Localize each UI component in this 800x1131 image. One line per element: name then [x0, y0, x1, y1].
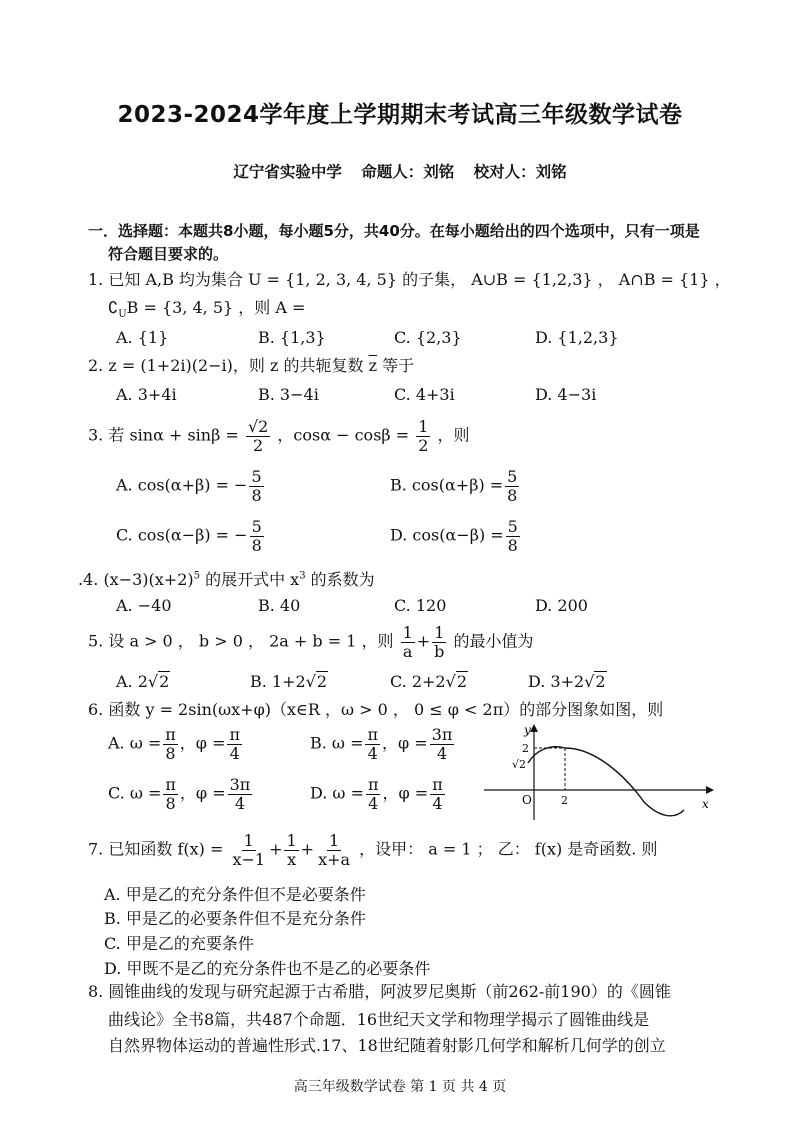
q3-option-d	[390, 518, 522, 554]
q2-option-b: B. 3−4i	[258, 385, 319, 404]
q5-option-b: B. 1+2√2	[250, 672, 328, 691]
q6-a-omega: A. ω =	[108, 733, 162, 753]
q3-c-frac	[250, 518, 264, 554]
q3-b-den: 8	[507, 485, 518, 505]
q3-d-num: 5	[507, 517, 518, 536]
q8-line2: 曲线论》全书8篇，共487个命题．16世纪天文学和物理学揭示了圆锥曲线是	[108, 1010, 650, 1029]
q4-exp3: 3	[299, 570, 306, 582]
q3-option-d-text: D. cos(α−β) =	[390, 525, 504, 545]
q6-a-phi-frac	[227, 726, 242, 762]
q6-b-w-num: π	[367, 725, 378, 744]
q5-plus: +	[416, 631, 431, 651]
q2-stem-tail: 等于	[382, 356, 415, 375]
q6-a-omega-frac	[163, 726, 178, 762]
q5-c-radicand: 2	[456, 672, 467, 691]
q3-stem-tail: ，则	[437, 425, 470, 445]
page-subtitle: 辽宁省实验中学 命题人：刘铭 校对人：刘铭	[233, 163, 567, 181]
q4-exp5: 5	[193, 570, 200, 582]
q6-d-phi-frac	[430, 776, 445, 812]
q4-option-a: A. −40	[116, 596, 172, 615]
q6-c-phi-frac	[228, 776, 253, 812]
q8-line1: 8. 圆锥曲线的发现与研究起源于古希腊，阿波罗尼奥斯（前262-前190）的《圆锥	[88, 982, 671, 1001]
q3-a-den: 8	[251, 485, 262, 505]
complement-subscript: U	[118, 309, 127, 321]
q5-d-radicand: 2	[595, 672, 606, 691]
q6-b-w-den: 4	[367, 743, 378, 763]
q1-option-c: C. {2,3}	[394, 328, 462, 347]
q4-stem-mid: 的展开式中 x	[200, 570, 300, 589]
q7-f1-num: 1	[243, 831, 254, 850]
q3-f2-num: 1	[418, 417, 429, 436]
q7-option-d: D. 甲既不是乙的充分条件也不是乙的必要条件	[104, 959, 431, 978]
q3-stem-pre: 3. 若 sinα + sinβ =	[88, 425, 239, 445]
q6-option-d	[310, 776, 447, 812]
q5-option-c: C. 2+2√2	[390, 672, 467, 691]
graph-sine-curve	[528, 747, 684, 816]
q3-f2-den: 2	[418, 435, 429, 455]
q7-stem-pre: 7. 已知函数 f(x) =	[88, 839, 224, 859]
q3-d-frac	[506, 518, 520, 554]
q2-option-d: D. 4−3i	[535, 385, 597, 404]
q6-d-w-num: π	[367, 775, 379, 794]
q6-b-p-den: 4	[436, 743, 448, 763]
q5-b-radicand: 2	[316, 672, 328, 691]
q4-option-d: D. 200	[535, 596, 588, 615]
complement-symbol: ∁	[108, 298, 119, 317]
q2-stem	[88, 356, 414, 375]
q1-stem-line2-text: B = {3, 4, 5} ，则 A =	[126, 298, 306, 317]
q6-a-w-den: 8	[165, 743, 176, 763]
q3-option-c-text: C. cos(α−β) = −	[116, 525, 248, 545]
q4-stem-tail: 的系数为	[305, 570, 375, 589]
q3-b-frac	[505, 468, 519, 504]
q5-fb-den: b	[434, 641, 445, 661]
q2-zbar: $\overline{z}$	[368, 356, 378, 375]
q3-option-b	[390, 468, 521, 504]
q2-option-c: C. 4+3i	[394, 385, 455, 404]
page-title: 2023-2024学年度上学期期末考试高三年级数学试卷	[117, 102, 683, 128]
q6-a-p-den: 4	[229, 743, 240, 763]
q3-f1-den: 2	[253, 435, 264, 455]
q5-stem-tail: 的最小值为	[453, 631, 534, 651]
q7-f3-den: x+a	[318, 849, 351, 869]
q7-stem	[88, 832, 657, 868]
q5-option-a-text: A. 2	[116, 672, 148, 691]
q5-option-a: A. 2√2	[116, 672, 170, 691]
q6-d-p-den: 4	[432, 793, 443, 813]
q3-d-den: 8	[507, 535, 518, 555]
graph-y-label: y	[524, 723, 531, 737]
q5-fb-num: 1	[434, 623, 445, 642]
q7-option-a: A. 甲是乙的充分条件但不是必要条件	[104, 885, 366, 904]
q7-frac-1	[230, 832, 267, 868]
q3-option-b-text: B. cos(α+β) =	[390, 475, 504, 495]
q2-option-a: A. 3+4i	[116, 385, 177, 404]
q5-fa-num: 1	[402, 623, 413, 642]
q5-option-d: D. 3+2√2	[528, 672, 606, 691]
q5-stem-pre: 5. 设 a > 0 ， b > 0 ， 2a + b = 1 ，则	[88, 631, 394, 651]
page-footer: 高三年级数学试卷 第 1 页 共 4 页	[293, 1079, 507, 1095]
q2-stem-text: 2. z = (1+2i)(2−i)，则 z 的共轭复数	[88, 356, 364, 375]
q5-option-d-text: D. 3+2	[528, 672, 585, 691]
q6-a-w-num: π	[165, 725, 176, 744]
q6-d-p-num: π	[432, 775, 443, 794]
q5-option-c-text: C. 2+2	[390, 672, 446, 691]
q6-b-omega: B. ω =	[310, 733, 364, 753]
q6-b-p-num: 3π	[431, 725, 453, 744]
q3-option-c	[116, 518, 266, 554]
q7-option-b: B. 甲是乙的必要条件但不是充分条件	[104, 909, 366, 928]
q5-fa-den: a	[402, 641, 413, 661]
q3-b-num: 5	[507, 467, 518, 486]
q6-d-w-den: 4	[368, 793, 379, 813]
q7-frac-2	[284, 832, 298, 868]
q7-f1-den: x−1	[232, 849, 266, 869]
graph-x-arrow	[706, 786, 714, 794]
q5-frac-b	[432, 624, 446, 660]
graph-y-tick-sqrt2: √2	[512, 758, 527, 771]
q3-fraction-2	[416, 418, 430, 454]
q6-option-b	[310, 726, 456, 762]
q7-plus-2: +	[300, 839, 315, 859]
q6-b-phi-frac	[430, 726, 455, 762]
q4-option-b: B. 40	[258, 596, 301, 615]
graph-y-arrow	[530, 724, 538, 732]
graph-x-label: x	[702, 797, 709, 811]
q6-c-w-den: 8	[165, 793, 176, 813]
q6-c-omega: C. ω =	[108, 783, 162, 803]
q4-stem-pre: .4. (x−3)(x+2)	[78, 570, 194, 589]
q3-option-a	[116, 468, 266, 504]
q6-a-p-num: π	[229, 725, 240, 744]
q7-plus-1: +	[269, 839, 283, 859]
section-heading-line1: 一．选择题：本题共8小题，每小题5分，共40分。在每小题给出的四个选项中，只有一项是	[88, 222, 700, 240]
q4-option-c: C. 120	[394, 596, 447, 615]
q7-stem-tail: ，设甲： a = 1 ； 乙： f(x) 是奇函数. 则	[359, 839, 658, 859]
q5-frac-a	[401, 624, 415, 660]
q1-option-d: D. {1,2,3}	[535, 328, 619, 347]
q1-option-b: B. {1,3}	[258, 328, 326, 347]
q4-stem	[78, 570, 375, 589]
q3-fraction-1	[246, 418, 270, 454]
section-heading-line2: 符合题目要求的。	[108, 245, 229, 263]
q7-f2-den: x	[287, 849, 297, 869]
q3-a-frac	[249, 468, 263, 504]
q6-d-phi: ，φ =	[382, 783, 429, 803]
q8-line3: 自然界物体运动的普遍性形式.17、18世纪随着射影几何学和解析几何学的创立	[108, 1036, 666, 1055]
q5-stem	[88, 624, 534, 660]
q6-c-w-num: π	[165, 775, 176, 794]
q6-c-p-num: 3π	[229, 775, 251, 794]
q5-option-b-text: B. 1+2	[250, 672, 306, 691]
q6-c-phi: ，φ =	[179, 783, 226, 803]
q3-option-a-text: A. cos(α+β) = −	[116, 475, 248, 495]
q7-f2-num: 1	[286, 831, 297, 850]
q6-d-omega: D. ω =	[310, 783, 364, 803]
q7-frac-3	[316, 832, 352, 868]
q6-option-c	[108, 776, 254, 812]
q6-option-a	[108, 726, 244, 762]
q6-a-phi: ，φ =	[179, 733, 226, 753]
q1-stem-line2	[108, 298, 305, 321]
q3-c-num: 5	[251, 517, 262, 536]
q6-c-p-den: 4	[234, 793, 246, 813]
q6-d-omega-frac	[366, 776, 381, 812]
q6-stem: 6. 函数 y = 2sin(ωx+φ)（x∈R ，ω > 0 ， 0 ≤ φ < 2π）的部分图象如图，则	[88, 700, 664, 719]
q7-option-c: C. 甲是乙的充要条件	[104, 934, 254, 953]
graph-x-tick-2: 2	[561, 794, 568, 807]
q3-f1-num: √2	[247, 417, 269, 436]
q6-b-omega-frac	[365, 726, 380, 762]
q6-b-phi: ，φ =	[381, 733, 428, 753]
q3-stem-mid: ，cosα − cosβ =	[277, 425, 410, 445]
q6-c-omega-frac	[163, 776, 178, 812]
q3-stem	[88, 418, 470, 454]
graph-y-tick-2: 2	[522, 742, 529, 755]
q1-option-a: A. {1}	[116, 328, 169, 347]
graph-origin-label: O	[522, 793, 532, 807]
q6-graph	[484, 722, 714, 822]
q1-stem-line1: 1. 已知 A,B 均为集合 U = {1, 2, 3, 4, 5} 的子集， A∪B = {1,2,3} ， A∩B = {1} ，	[88, 270, 731, 289]
q5-a-radicand: 2	[159, 672, 170, 691]
q3-a-num: 5	[251, 467, 262, 486]
q3-c-den: 8	[251, 535, 262, 555]
q7-f3-num: 1	[328, 831, 340, 850]
